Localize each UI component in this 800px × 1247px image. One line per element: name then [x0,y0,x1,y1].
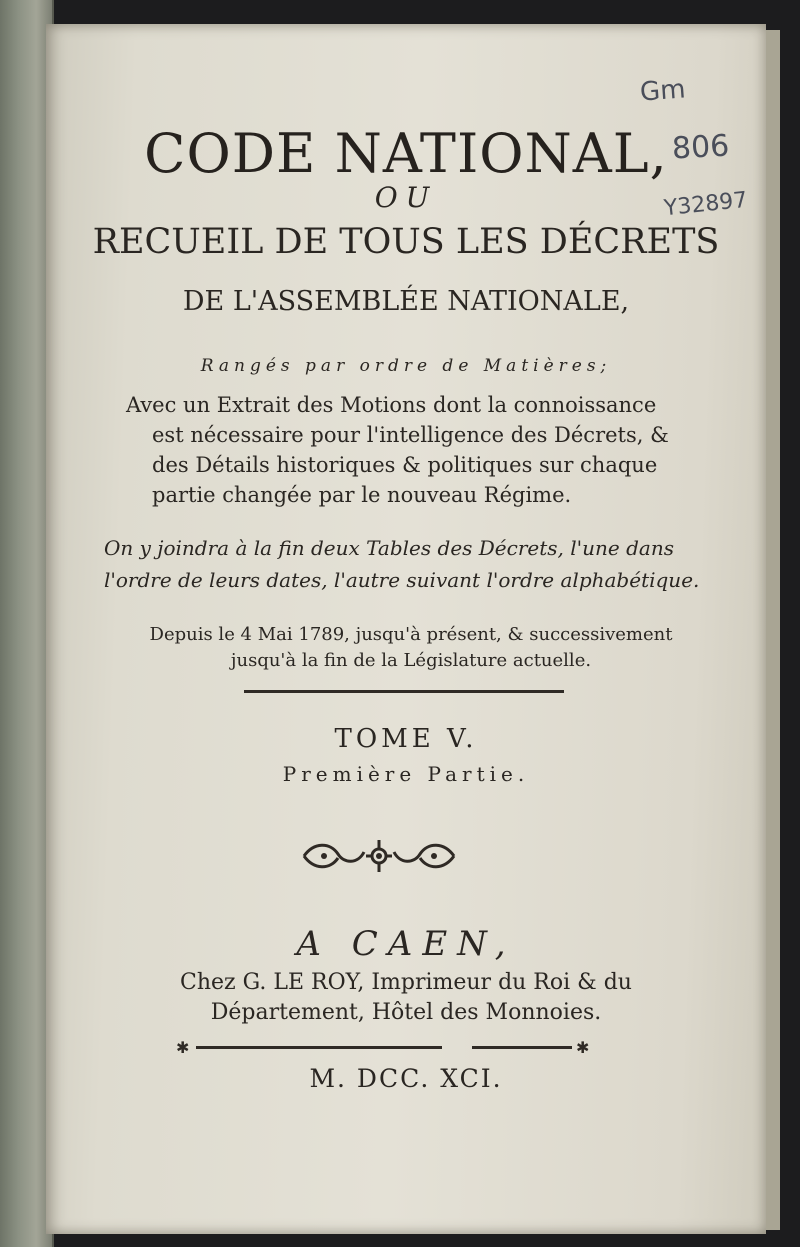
depuis-line-2: jusqu'à la fin de la Législature actuelle. [230,650,592,671]
tables-line-1: On y joindra à la fin deux Tables des Décrets, l'une dans [104,536,674,560]
assemblee-line: DE L'ASSEMBLÉE NATIONALE, [182,286,630,317]
star-ornament-right: ✱ [576,1038,590,1057]
fleuron-ornament [294,834,464,878]
depuis-paragraph [106,622,716,674]
avec-paragraph [126,390,686,510]
imprint-rule-right [472,1046,572,1049]
imprint-line-2: Département, Hôtel des Monnoies. [210,1000,602,1025]
avec-line-4: partie changée par le nouveau Régime. [152,483,572,507]
handwritten-note-b: 806 [671,128,731,167]
avec-line-3: des Détails historiques & politiques sur chaque [152,453,658,477]
star-ornament-left: ✱ [176,1038,190,1057]
page-edge [766,30,780,1230]
ranges-line: Rangés par ordre de Matières; [200,356,612,376]
publication-date: M. DCC. XCI. [309,1064,503,1093]
avec-line-2: est nécessaire pour l'intelligence des Décrets, & [152,423,669,447]
handwritten-note-a: Gm [639,74,687,108]
tables-paragraph [104,532,724,596]
tables-line-2: l'ordre de leurs dates, l'autre suivant l'ordre alphabétique. [104,568,700,592]
depuis-line-1: Depuis le 4 Mai 1789, jusqu'à présent, & successivement [149,624,673,645]
book-title: CODE NATIONAL, [144,122,668,185]
imprint-line-1: Chez G. LE ROY, Imprimeur du Roi & du [180,970,632,995]
avec-line-1: Avec un Extrait des Motions dont la connoissance [126,393,657,417]
tome-number: TOME V. [334,724,478,754]
title-ou: OU [374,181,438,214]
subtitle: RECUEIL DE TOUS LES DÉCRETS [92,222,720,262]
handwritten-note-c: Y32897 [662,187,749,222]
title-page [46,24,766,1234]
place-of-printing: A CAEN, [296,924,516,964]
partie-label: Première Partie. [282,762,530,786]
divider-rule [244,690,564,693]
imprint-rule-left [196,1046,442,1049]
